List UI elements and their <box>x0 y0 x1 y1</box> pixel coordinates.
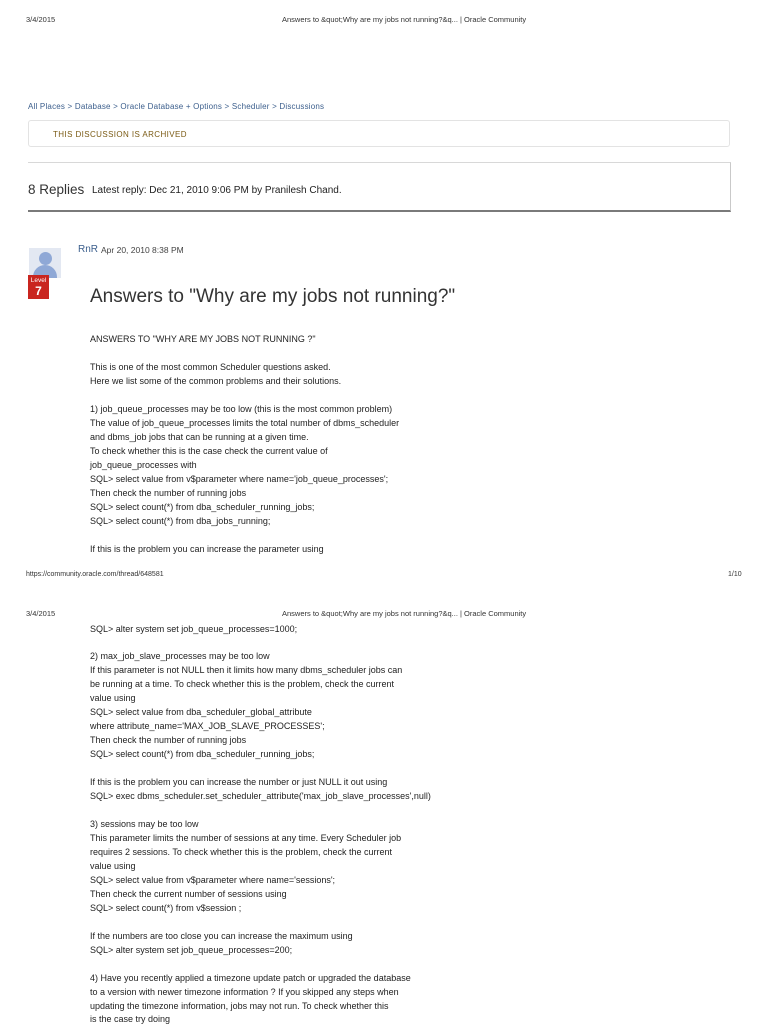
body-line: Then check the number of running jobs <box>90 488 247 498</box>
latest-reply-date: Dec 21, 2010 9:06 PM <box>149 185 249 196</box>
post-title: Answers to "Why are my jobs not running?" <box>90 286 456 307</box>
body-line: is the case try doing <box>90 1014 171 1024</box>
body-line: be running at a time. To check whether this is the problem, check the current <box>90 679 394 689</box>
breadcrumb[interactable]: All Places > Database > Oracle Database + Options > Scheduler > Discussions <box>28 102 325 111</box>
body-line: This is one of the most common Scheduler questions asked. <box>90 362 331 372</box>
body-line: The value of job_queue_processes limits the total number of dbms_scheduler <box>90 418 400 428</box>
post-date: Apr 20, 2010 8:38 PM <box>101 245 184 255</box>
body-line: to a version with newer timezone information ? If you skipped any steps when <box>90 987 399 997</box>
body-line: If this is the problem you can increase the parameter using <box>90 544 324 554</box>
post-author-link[interactable]: RnR <box>78 244 99 255</box>
body-line: SQL> select count(*) from dba_scheduler_running_jobs; <box>90 749 315 759</box>
level-badge-number: 7 <box>35 284 42 298</box>
page-footer-url: https://community.oracle.com/thread/648581 <box>26 571 164 578</box>
body-line: If this parameter is not NULL then it limits how many dbms_scheduler jobs can <box>90 665 403 675</box>
replies-bar <box>28 162 731 212</box>
body-line: 2) max_job_slave_processes may be too low <box>90 651 270 661</box>
body-line: value using <box>90 693 136 703</box>
body-line: SQL> select value from v$parameter where name='sessions'; <box>90 875 336 885</box>
body-line: 1) job_queue_processes may be too low (this is the most common problem) <box>90 404 393 414</box>
body-line: SQL> select value from dba_scheduler_global_attribute <box>90 707 312 717</box>
body-line: If this is the problem you can increase the number or just NULL it out using <box>90 777 388 787</box>
body-line: ANSWERS TO "WHY ARE MY JOBS NOT RUNNING ?" <box>90 334 316 344</box>
body-line: 3) sessions may be too low <box>90 819 199 829</box>
body-line: To check whether this is the case check the current value of <box>90 446 328 456</box>
body-line: 4) Have you recently applied a timezone update patch or upgraded the database <box>90 973 411 983</box>
body-line: SQL> select count(*) from dba_jobs_running; <box>90 516 271 526</box>
body-line: job_queue_processes with <box>90 460 197 470</box>
body-line: SQL> select value from v$parameter where name='job_queue_processes'; <box>90 474 389 484</box>
replies-count: 8 Replies <box>28 182 85 197</box>
avatar[interactable] <box>29 248 61 278</box>
avatar-head-shape <box>39 252 52 265</box>
body-line: This parameter limits the number of sessions at any time. Every Scheduler job <box>90 833 402 843</box>
body-line: Then check the current number of sessions using <box>90 889 287 899</box>
body-line: SQL> alter system set job_queue_processes=200; <box>90 945 293 955</box>
latest-reply-author-link[interactable]: Pranilesh Chand. <box>264 185 342 196</box>
print-page-title: Answers to &quot;Why are my jobs not running?&q... | Oracle Community <box>282 609 527 618</box>
body-line: value using <box>90 861 136 871</box>
body-line: where attribute_name='MAX_JOB_SLAVE_PROCESSES'; <box>90 721 325 731</box>
level-badge-label: Level <box>30 277 47 284</box>
latest-reply-by: by <box>251 185 263 196</box>
body-line: Here we list some of the common problems and their solutions. <box>90 376 342 386</box>
latest-reply-info <box>92 185 342 196</box>
body-line: updating the timezone information, jobs may not run. To check whether this <box>90 1001 389 1011</box>
body-line: and dbms_job jobs that can be running at a given time. <box>90 432 309 442</box>
level-badge <box>28 275 49 299</box>
archived-notice <box>28 120 730 147</box>
print-page-title: Answers to &quot;Why are my jobs not running?&q... | Oracle Community <box>282 15 527 24</box>
print-date: 3/4/2015 <box>26 15 56 24</box>
latest-reply-label: Latest reply: <box>92 185 147 196</box>
body-line: requires 2 sessions. To check whether this is the problem, check the current <box>90 847 392 857</box>
print-date: 3/4/2015 <box>26 609 56 618</box>
body-line: If the numbers are too close you can increase the maximum using <box>90 931 353 941</box>
body-line: Then check the number of running jobs <box>90 735 247 745</box>
body-line: SQL> alter system set job_queue_processes=1000; <box>90 624 298 634</box>
page-footer-number: 1/10 <box>728 571 742 578</box>
body-line: SQL> select count(*) from v$session ; <box>90 903 242 913</box>
body-line: SQL> exec dbms_scheduler.set_scheduler_attribute('max_job_slave_processes',null) <box>90 791 431 801</box>
body-line: SQL> select count(*) from dba_scheduler_running_jobs; <box>90 502 315 512</box>
archived-notice-text: THIS DISCUSSION IS ARCHIVED <box>53 130 187 139</box>
